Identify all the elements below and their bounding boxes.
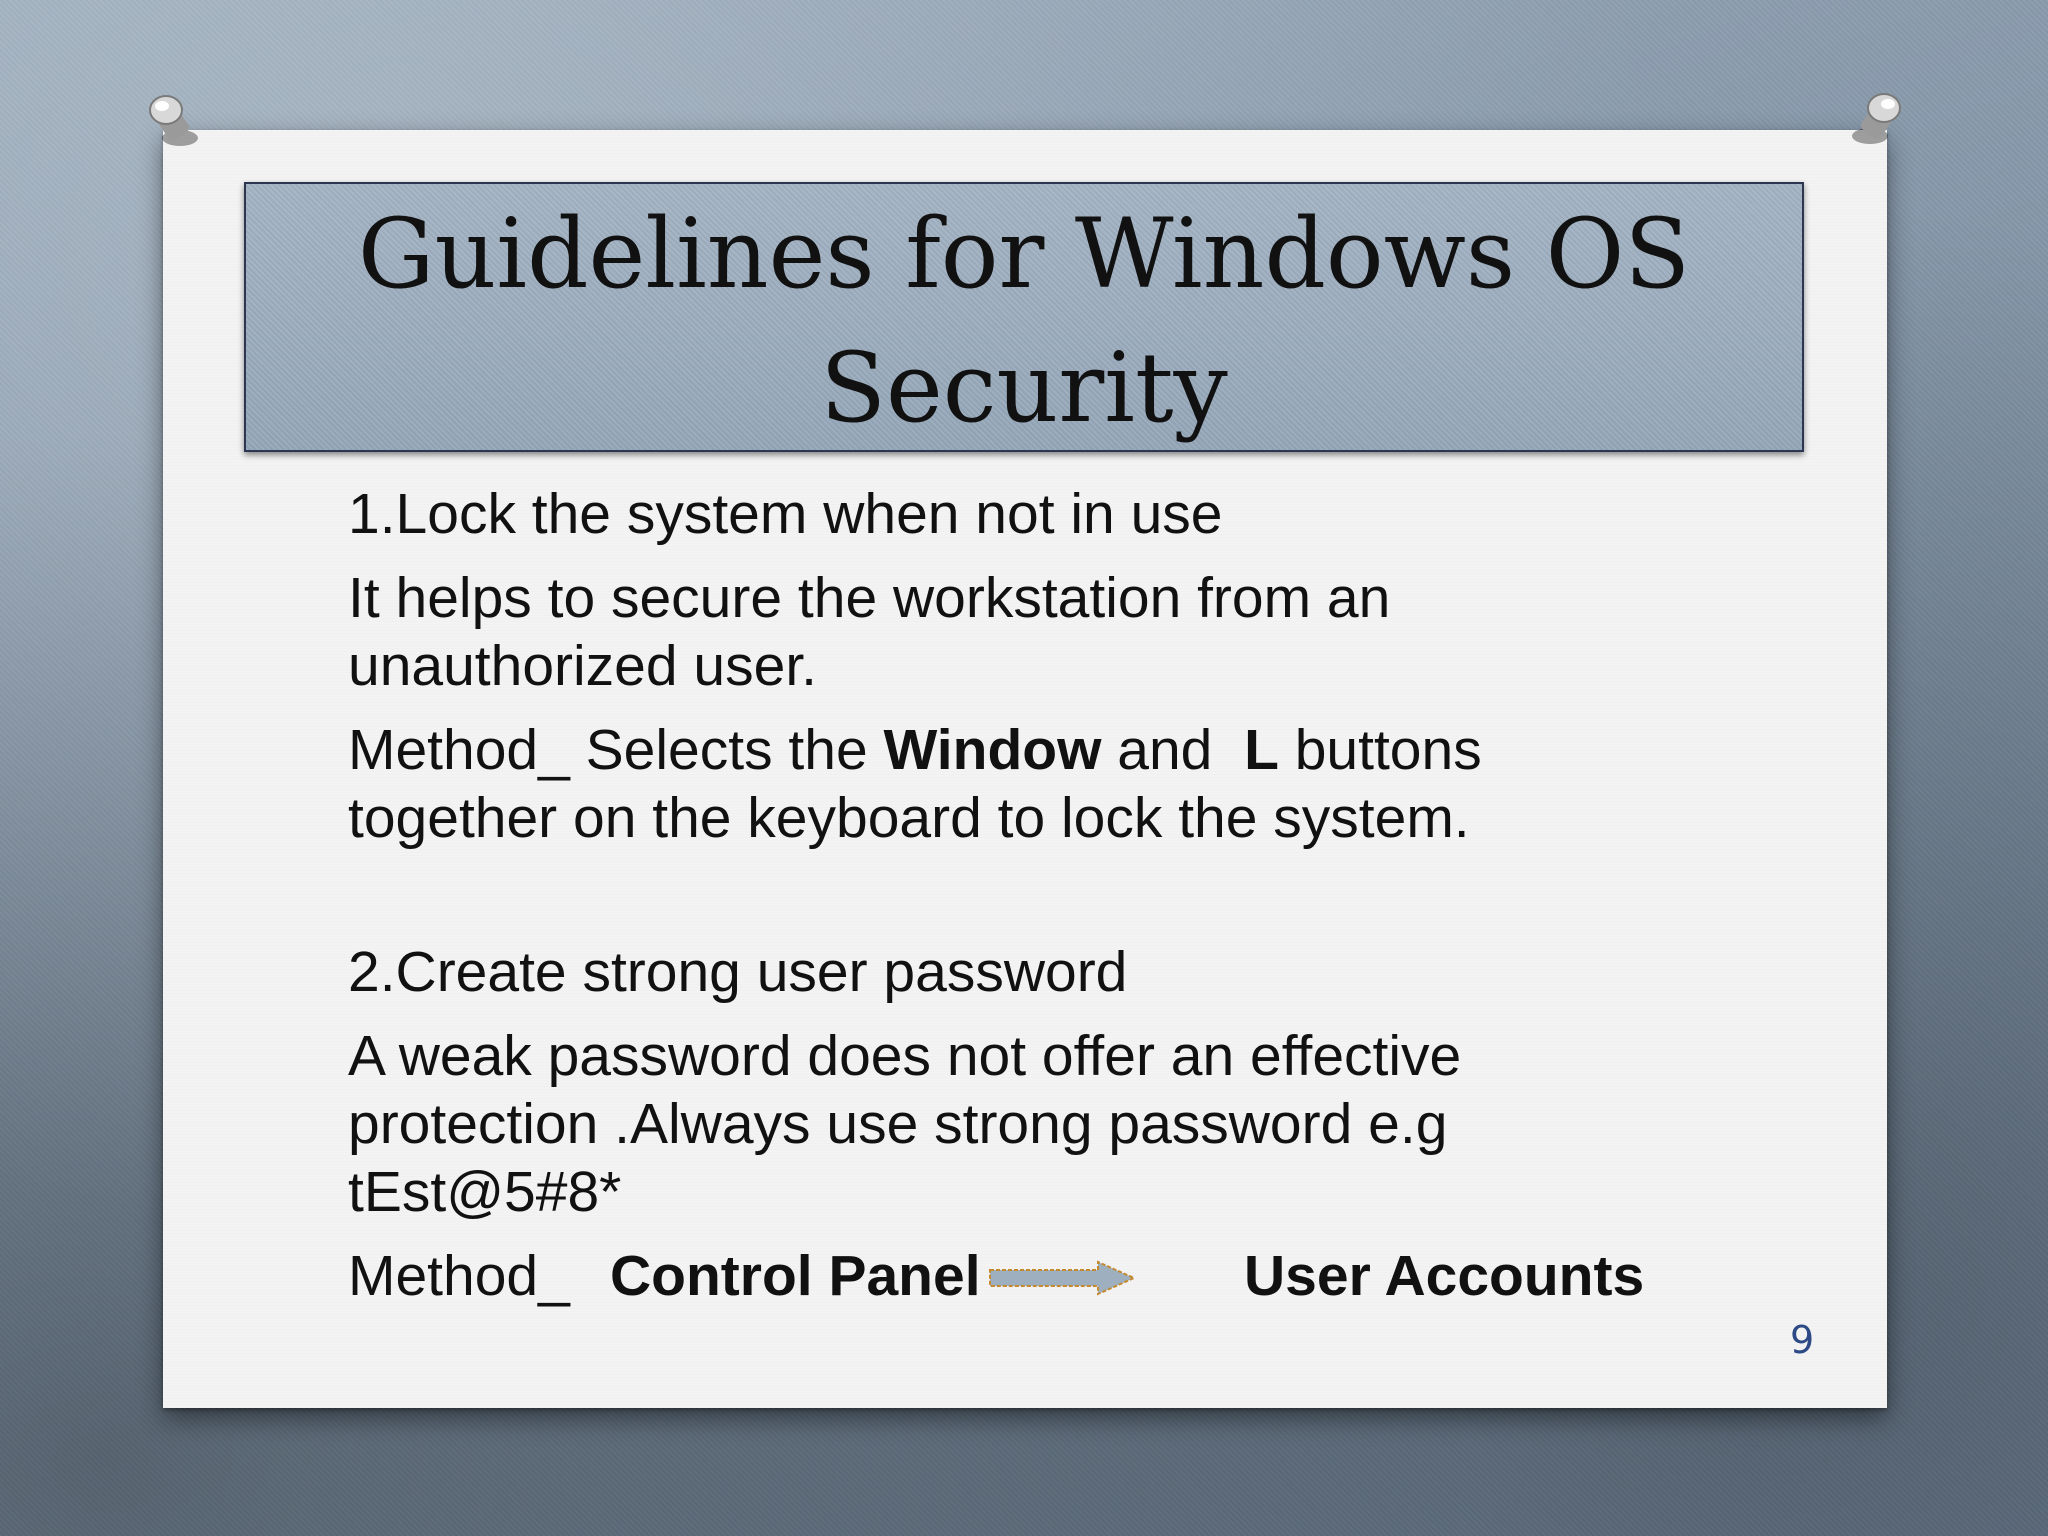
title-box xyxy=(244,182,1804,452)
section2-method xyxy=(348,1242,1808,1310)
section2-method-user-accounts: User Accounts xyxy=(1244,1244,1645,1308)
title-line-2: Security xyxy=(820,332,1228,444)
slide-content xyxy=(348,480,1808,1310)
section1-method-key-window: Window xyxy=(883,718,1102,782)
section1-method xyxy=(348,716,1648,852)
arrow-right-icon xyxy=(988,1258,1138,1298)
section1-method-prefix: Method_ Selects the xyxy=(348,718,884,782)
section2-method-control-panel: Control Panel xyxy=(610,1244,981,1308)
section2-method-prefix: Method_ xyxy=(348,1244,570,1308)
section1-method-mid: and xyxy=(1101,718,1245,782)
section1-heading: 1.Lock the system when not in use xyxy=(348,482,1223,546)
section2-heading: 2.Create strong user password xyxy=(348,940,1128,1004)
title-line-1: Guidelines for Windows OS xyxy=(357,198,1691,310)
page-number: 9 xyxy=(1790,1318,1815,1362)
section1-description: It helps to secure the workstation from an unauthorized user. xyxy=(348,566,1391,698)
section1-method-key-l: L xyxy=(1244,718,1279,782)
pushpin-right-icon xyxy=(1840,84,1910,154)
section1-method-suffix: buttons together on the keyboard to lock the system. xyxy=(348,718,1482,850)
section2-description: A weak password does not offer an effective protection .Always use strong password e.g tEst@5#8* xyxy=(348,1024,1462,1224)
slide-title xyxy=(358,187,1690,455)
pushpin-left-icon xyxy=(140,86,210,156)
